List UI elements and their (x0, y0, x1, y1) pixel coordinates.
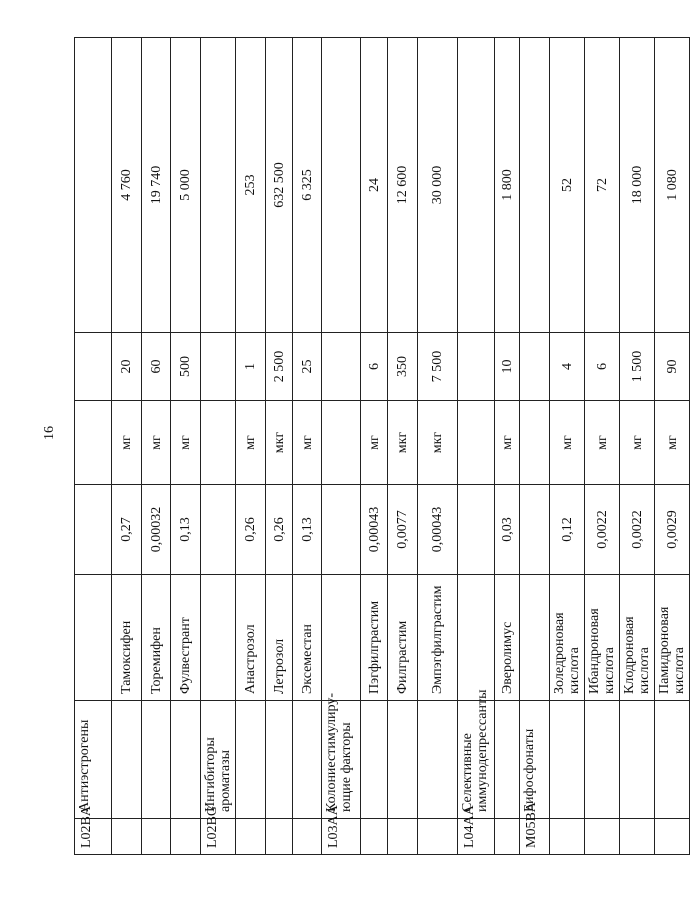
dose-value: 25 (293, 333, 322, 401)
table-row (655, 38, 690, 855)
table-row (201, 38, 236, 855)
ratio-value: 0,26 (236, 485, 266, 575)
drug-name: Тамоксифен (112, 575, 142, 701)
dose-value: 500 (171, 333, 201, 401)
dose-value: 7 500 (418, 333, 458, 401)
group-name (171, 701, 201, 819)
unit-value: мг (495, 401, 520, 485)
dose-value: 350 (388, 333, 418, 401)
group-name (620, 701, 655, 819)
unit-value: мг (620, 401, 655, 485)
drug-name: Памидроновая кислота (655, 575, 690, 701)
group-name (112, 701, 142, 819)
drug-name (520, 575, 550, 701)
atc-code: L02BA (75, 819, 112, 855)
unit-value: мкг (418, 401, 458, 485)
table-row (361, 38, 388, 855)
group-name (142, 701, 171, 819)
total-value: 5 000 (171, 38, 201, 333)
atc-code: M05BA (520, 819, 550, 855)
group-name (293, 701, 322, 819)
drug-name: Эверолимус (495, 575, 520, 701)
atc-code (388, 819, 418, 855)
drug-name (458, 575, 495, 701)
unit-value (322, 401, 361, 485)
ratio-value (520, 485, 550, 575)
total-value: 4 760 (112, 38, 142, 333)
ratio-value (458, 485, 495, 575)
group-name (550, 701, 585, 819)
atc-code (418, 819, 458, 855)
ratio-value: 0,13 (293, 485, 322, 575)
atc-code: L03AA (322, 819, 361, 855)
drug-table (74, 37, 690, 855)
table-row (550, 38, 585, 855)
total-value: 632 500 (266, 38, 293, 333)
unit-value: мкг (266, 401, 293, 485)
drug-name (201, 575, 236, 701)
group-name: Бифосфонаты (520, 701, 550, 819)
table-row (458, 38, 495, 855)
drug-name: Пэгфилграстим (361, 575, 388, 701)
total-value (201, 38, 236, 333)
atc-code (266, 819, 293, 855)
dose-value: 90 (655, 333, 690, 401)
table-row (418, 38, 458, 855)
table-row (171, 38, 201, 855)
table-row (495, 38, 520, 855)
group-name (585, 701, 620, 819)
ratio-value: 0,0077 (388, 485, 418, 575)
unit-value: мкг (388, 401, 418, 485)
drug-name: Торемифен (142, 575, 171, 701)
total-value: 24 (361, 38, 388, 333)
total-value: 6 325 (293, 38, 322, 333)
unit-value: мг (655, 401, 690, 485)
dose-value (520, 333, 550, 401)
total-value: 18 000 (620, 38, 655, 333)
atc-code (361, 819, 388, 855)
ratio-value: 0,03 (495, 485, 520, 575)
ratio-value: 0,00032 (142, 485, 171, 575)
ratio-value (201, 485, 236, 575)
table-row (142, 38, 171, 855)
drug-name: Анастрозол (236, 575, 266, 701)
dose-value: 2 500 (266, 333, 293, 401)
unit-value: мг (142, 401, 171, 485)
total-value: 253 (236, 38, 266, 333)
table-row (322, 38, 361, 855)
table-row (266, 38, 293, 855)
atc-code (171, 819, 201, 855)
total-value (520, 38, 550, 333)
unit-value (458, 401, 495, 485)
total-value: 30 000 (418, 38, 458, 333)
unit-value: мг (236, 401, 266, 485)
drug-name: Фулвестрант (171, 575, 201, 701)
unit-value: мг (112, 401, 142, 485)
drug-name: Золедроновая кислота (550, 575, 585, 701)
group-name: Ингибиторы ароматазы (201, 701, 236, 819)
atc-code (293, 819, 322, 855)
total-value: 12 600 (388, 38, 418, 333)
dose-value: 60 (142, 333, 171, 401)
dose-value: 4 (550, 333, 585, 401)
atc-code (655, 819, 690, 855)
dose-value: 10 (495, 333, 520, 401)
unit-value: мг (585, 401, 620, 485)
ratio-value: 0,0022 (585, 485, 620, 575)
ratio-value: 0,00043 (361, 485, 388, 575)
dose-value: 1 500 (620, 333, 655, 401)
drug-name: Клодроновая кислота (620, 575, 655, 701)
ratio-value (322, 485, 361, 575)
ratio-value (75, 485, 112, 575)
group-name (495, 701, 520, 819)
group-name (655, 701, 690, 819)
total-value: 1 800 (495, 38, 520, 333)
drug-name: Летрозол (266, 575, 293, 701)
dose-value: 1 (236, 333, 266, 401)
total-value: 1 080 (655, 38, 690, 333)
unit-value: мг (550, 401, 585, 485)
ratio-value: 0,00043 (418, 485, 458, 575)
rotated-table-frame (74, 37, 687, 855)
atc-code (112, 819, 142, 855)
unit-value (201, 401, 236, 485)
dose-value (75, 333, 112, 401)
total-value (458, 38, 495, 333)
table-row (75, 38, 112, 855)
drug-name (322, 575, 361, 701)
atc-code (585, 819, 620, 855)
dose-value: 6 (361, 333, 388, 401)
ratio-value: 0,0029 (655, 485, 690, 575)
table-row (620, 38, 655, 855)
group-name (361, 701, 388, 819)
total-value: 72 (585, 38, 620, 333)
atc-code (495, 819, 520, 855)
ratio-value: 0,26 (266, 485, 293, 575)
drug-name: Ибандроновая кислота (585, 575, 620, 701)
ratio-value: 0,12 (550, 485, 585, 575)
atc-code: L04AA (458, 819, 495, 855)
unit-value (75, 401, 112, 485)
total-value (75, 38, 112, 333)
atc-code (550, 819, 585, 855)
drug-table-body (75, 38, 690, 855)
group-name: Колониестимулиру-ющие факторы (322, 701, 361, 819)
group-name: Антиэстрогены (75, 701, 112, 819)
total-value: 52 (550, 38, 585, 333)
table-row (585, 38, 620, 855)
unit-value: мг (361, 401, 388, 485)
dose-value (458, 333, 495, 401)
table-row (293, 38, 322, 855)
atc-code (620, 819, 655, 855)
table-row (112, 38, 142, 855)
table-row (236, 38, 266, 855)
total-value: 19 740 (142, 38, 171, 333)
atc-code (236, 819, 266, 855)
ratio-value: 0,13 (171, 485, 201, 575)
group-name (418, 701, 458, 819)
unit-value (520, 401, 550, 485)
unit-value: мг (171, 401, 201, 485)
drug-name (75, 575, 112, 701)
unit-value: мг (293, 401, 322, 485)
atc-code (142, 819, 171, 855)
total-value (322, 38, 361, 333)
group-name (388, 701, 418, 819)
dose-value (322, 333, 361, 401)
drug-name: Эмпэгфилграстим (418, 575, 458, 701)
page-number: 16 (42, 426, 57, 440)
dose-value: 6 (585, 333, 620, 401)
dose-value: 20 (112, 333, 142, 401)
table-row (388, 38, 418, 855)
atc-code: L02BG (201, 819, 236, 855)
group-name (236, 701, 266, 819)
ratio-value: 0,27 (112, 485, 142, 575)
drug-name: Эксеместан (293, 575, 322, 701)
group-name: Селективные иммунодепрессанты (458, 701, 495, 819)
dose-value (201, 333, 236, 401)
group-name (266, 701, 293, 819)
table-row (520, 38, 550, 855)
drug-name: Филграстим (388, 575, 418, 701)
ratio-value: 0,0022 (620, 485, 655, 575)
